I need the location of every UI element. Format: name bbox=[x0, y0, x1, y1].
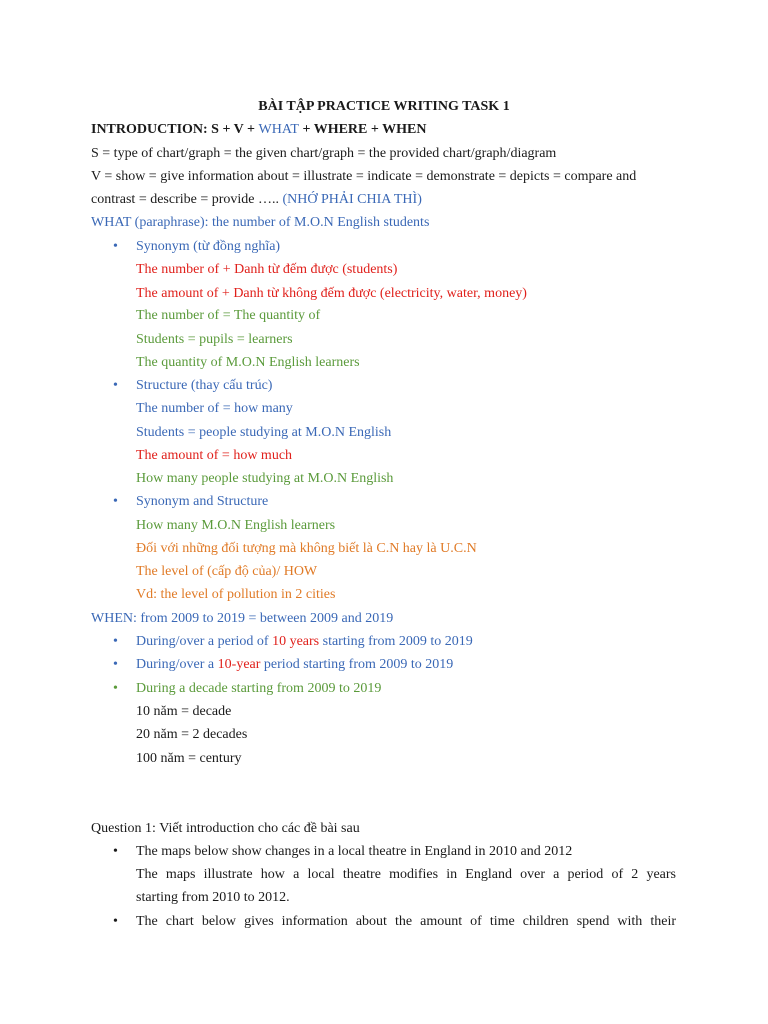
when-b2-b: 10-year bbox=[217, 657, 261, 672]
bullet: • bbox=[113, 657, 118, 672]
question-item-2: The chart below gives information about the amount of time children spend with their bbox=[136, 914, 676, 929]
subject-line: S = type of chart/graph = the given chart/graph = the provided chart/graph/diagram bbox=[91, 146, 557, 161]
when-line: WHEN: from 2009 to 2019 = between 2009 and 2019 bbox=[91, 611, 394, 626]
structure-line-3: The amount of = how much bbox=[136, 448, 293, 463]
synonym-line-5: The quantity of M.O.N English learners bbox=[136, 355, 360, 370]
when-b2-c: period starting from 2009 to 2019 bbox=[260, 657, 454, 672]
when-bullet-2 bbox=[136, 656, 453, 674]
synonym-line-3: The number of = The quantity of bbox=[136, 308, 321, 323]
bullet: • bbox=[113, 494, 118, 509]
intro-part-c: + WHERE + WHEN bbox=[298, 122, 427, 137]
bullet: • bbox=[113, 634, 118, 649]
bullet: • bbox=[113, 239, 118, 254]
question-item-1: The maps below show changes in a local theatre in England in 2010 and 2012 bbox=[136, 844, 573, 859]
when-line-century: 100 năm = century bbox=[136, 751, 242, 766]
tense-note: (NHỚ PHẢI CHIA THÌ) bbox=[282, 192, 422, 207]
synstruct-line-4: Vd: the level of pollution in 2 cities bbox=[136, 587, 336, 602]
when-b2-a: During/over a bbox=[136, 657, 218, 672]
when-bullet-3: During a decade starting from 2009 to 2019 bbox=[136, 681, 382, 696]
when-b1-c: starting from 2009 to 2019 bbox=[319, 634, 473, 649]
structure-line-1: The number of = how many bbox=[136, 401, 293, 416]
synstruct-line-1: How many M.O.N English learners bbox=[136, 518, 336, 533]
structure-line-2: Students = people studying at M.O.N English bbox=[136, 425, 392, 440]
intro-part-a: INTRODUCTION: S + V + bbox=[91, 122, 259, 137]
bullet: • bbox=[113, 844, 118, 859]
answer-1-line-2: starting from 2010 to 2012. bbox=[136, 890, 290, 905]
page-title: BÀI TẬP PRACTICE WRITING TASK 1 bbox=[258, 99, 510, 114]
synonym-heading: Synonym (từ đồng nghĩa) bbox=[136, 239, 281, 254]
answer-1-line-1: The maps illustrate how a local theatre modifies in England over a period of 2 years bbox=[136, 867, 676, 882]
synstruct-line-2: Đối với những đối tượng mà không biết là C.N hay là U.C.N bbox=[136, 541, 477, 556]
bullet: • bbox=[113, 681, 118, 696]
what-line: WHAT (paraphrase): the number of M.O.N English students bbox=[91, 215, 430, 230]
intro-what: WHAT bbox=[258, 122, 299, 137]
synstruct-heading: Synonym and Structure bbox=[136, 494, 269, 509]
structure-heading: Structure (thay cấu trúc) bbox=[136, 378, 273, 393]
when-line-2-decades: 20 năm = 2 decades bbox=[136, 727, 248, 742]
structure-line-4: How many people studying at M.O.N English bbox=[136, 471, 394, 486]
verb-line-2 bbox=[91, 191, 422, 209]
bullet: • bbox=[113, 378, 118, 393]
synonym-line-4: Students = pupils = learners bbox=[136, 332, 293, 347]
question-heading: Question 1: Viết introduction cho các đề bài sau bbox=[91, 821, 360, 836]
verb-line-2-text: contrast = describe = provide ….. bbox=[91, 192, 283, 207]
synonym-line-2: The amount of + Danh từ không đếm được (electricity, water, money) bbox=[136, 286, 527, 301]
when-b1-a: During/over a period of bbox=[136, 634, 273, 649]
when-b1-b: 10 years bbox=[272, 634, 320, 649]
synstruct-line-3: The level of (cấp độ của)/ HOW bbox=[136, 564, 318, 579]
when-line-decade: 10 năm = decade bbox=[136, 704, 232, 719]
when-bullet-1 bbox=[136, 633, 473, 651]
verb-line-1: V = show = give information about = illustrate = indicate = demonstrate = depicts = compare and bbox=[91, 169, 637, 184]
bullet: • bbox=[113, 914, 118, 929]
introduction-formula bbox=[91, 121, 426, 139]
synonym-line-1: The number of + Danh từ đếm được (students) bbox=[136, 262, 398, 277]
